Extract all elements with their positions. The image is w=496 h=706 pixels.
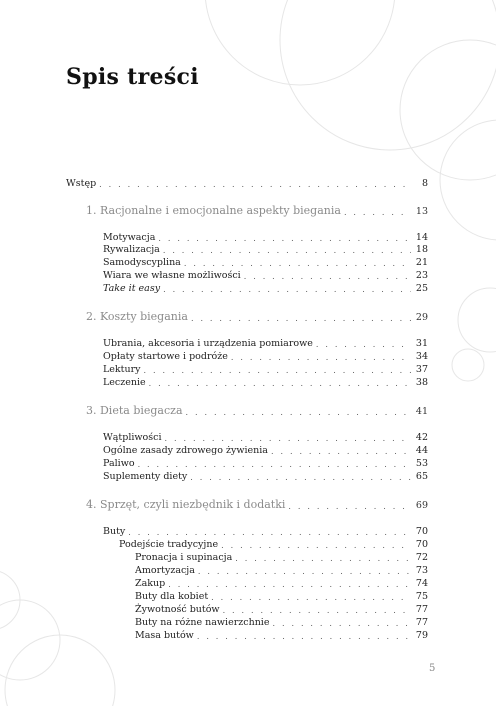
toc-entry-page: 75 bbox=[415, 591, 428, 602]
toc-chapter-title: 3. Dieta biegacza bbox=[86, 404, 183, 417]
toc-entry[interactable] bbox=[135, 627, 428, 641]
leader-dots bbox=[99, 180, 411, 189]
toc-entry-page: 65 bbox=[415, 471, 428, 482]
toc-entry-page: 70 bbox=[415, 539, 428, 550]
toc-entry-title: Pronacja i supinacja bbox=[135, 552, 233, 563]
toc-entry-title: Opłaty startowe i podróże bbox=[103, 351, 228, 362]
toc-entry[interactable] bbox=[103, 254, 428, 268]
toc-entry-title: Wiara we własne możliwości bbox=[103, 270, 241, 281]
toc-entry-page: 77 bbox=[415, 617, 428, 628]
toc-entry-title: Podejście tradycyjne bbox=[119, 539, 219, 550]
toc-entry-page: 72 bbox=[415, 552, 428, 563]
toc-entry-page: 8 bbox=[421, 178, 428, 189]
toc-entry[interactable] bbox=[103, 442, 428, 456]
toc-entry[interactable] bbox=[103, 429, 428, 443]
toc-entry[interactable] bbox=[103, 468, 428, 482]
toc-entry-page: 73 bbox=[415, 565, 428, 576]
toc-entry-title: Rywalizacja bbox=[103, 244, 160, 255]
page-number: 5 bbox=[429, 663, 436, 674]
toc-entry-title: Masa butów bbox=[135, 630, 194, 641]
toc-entry[interactable] bbox=[103, 374, 428, 388]
toc-entry-page: 25 bbox=[415, 283, 428, 294]
toc-entry-title: Zakup bbox=[135, 578, 166, 589]
toc-chapter-1[interactable] bbox=[86, 203, 428, 217]
toc-chapter-title: 2. Koszty biegania bbox=[86, 310, 188, 323]
leader-dots bbox=[190, 473, 411, 482]
toc-entry[interactable] bbox=[135, 601, 428, 615]
leader-dots bbox=[163, 285, 411, 294]
toc-entry-title: Wstęp bbox=[66, 178, 97, 189]
toc-entry-title: Ogólne zasady zdrowego żywienia bbox=[103, 445, 268, 456]
toc-entry-title: Take it easy bbox=[103, 283, 161, 294]
toc-entry-page: 42 bbox=[415, 432, 428, 443]
toc-entry-page: 74 bbox=[415, 578, 428, 589]
toc-entry[interactable] bbox=[103, 523, 428, 537]
toc-chapter-4[interactable] bbox=[86, 497, 428, 511]
leader-dots bbox=[186, 408, 412, 417]
toc-entry-page: 14 bbox=[415, 232, 428, 243]
toc-entry-page: 34 bbox=[415, 351, 428, 362]
toc-chapter-title: 1. Racjonalne i emocjonalne aspekty biegania bbox=[86, 204, 341, 217]
toc-entry[interactable] bbox=[103, 455, 428, 469]
toc-entry-page: 21 bbox=[415, 257, 428, 268]
toc-entry-title: Samodyscyplina bbox=[103, 257, 181, 268]
toc-chapter-3[interactable] bbox=[86, 403, 428, 417]
toc-entry[interactable] bbox=[103, 348, 428, 362]
toc-entry[interactable] bbox=[135, 549, 428, 563]
toc-entry-page: 69 bbox=[415, 500, 428, 511]
leader-dots bbox=[197, 632, 411, 641]
toc-entry[interactable] bbox=[135, 562, 428, 576]
toc-entry[interactable] bbox=[103, 241, 428, 255]
toc-entry-title: Motywacja bbox=[103, 232, 156, 243]
toc-entry-page: 37 bbox=[415, 364, 428, 375]
toc-entry-page: 31 bbox=[415, 338, 428, 349]
toc-entry-title: Suplementy diety bbox=[103, 471, 188, 482]
toc-entry-title: Buty dla kobiet bbox=[135, 591, 209, 602]
toc-entry-page: 41 bbox=[415, 406, 428, 417]
toc-entry-page: 23 bbox=[415, 270, 428, 281]
toc-entry-title: Amortyzacja bbox=[135, 565, 195, 576]
toc-entry-page: 77 bbox=[415, 604, 428, 615]
toc-entry[interactable] bbox=[103, 335, 428, 349]
toc-entry-title: Ubrania, akcesoria i urządzenia pomiarowe bbox=[103, 338, 313, 349]
toc-entry-title: Leczenie bbox=[103, 377, 146, 388]
toc-entry-title: Paliwo bbox=[103, 458, 135, 469]
toc-entry-title: Lektury bbox=[103, 364, 141, 375]
toc-entry[interactable] bbox=[103, 267, 428, 281]
toc-entry[interactable] bbox=[103, 280, 428, 294]
toc-entry-page: 29 bbox=[415, 312, 428, 323]
toc-entry[interactable] bbox=[135, 575, 428, 589]
toc-chapter-2[interactable] bbox=[86, 309, 428, 323]
leader-dots bbox=[149, 379, 411, 388]
toc-chapter-title: 4. Sprzęt, czyli niezbędnik i dodatki bbox=[86, 498, 286, 511]
toc-entry-title: Buty na różne nawierzchnie bbox=[135, 617, 270, 628]
toc-entry-page: 70 bbox=[415, 526, 428, 537]
toc-entry-page: 18 bbox=[415, 244, 428, 255]
toc-entry-wstep[interactable] bbox=[66, 175, 428, 189]
toc-entry-page: 38 bbox=[415, 377, 428, 388]
leader-dots bbox=[191, 314, 411, 323]
toc-entry[interactable] bbox=[135, 614, 428, 628]
toc-entry-page: 53 bbox=[415, 458, 428, 469]
toc-entry-page: 79 bbox=[415, 630, 428, 641]
toc-entry[interactable] bbox=[103, 361, 428, 375]
leader-dots bbox=[288, 502, 411, 511]
toc-entry-page: 13 bbox=[415, 206, 428, 217]
toc-entry[interactable] bbox=[119, 536, 428, 550]
toc-entry-title: Żywotność butów bbox=[135, 604, 220, 615]
toc-entry-title: Wątpliwości bbox=[103, 432, 162, 443]
toc-entry[interactable] bbox=[135, 588, 428, 602]
page-title: Spis treści bbox=[66, 64, 199, 90]
toc-entry-page: 44 bbox=[415, 445, 428, 456]
leader-dots bbox=[344, 208, 411, 217]
toc-entry-title: Buty bbox=[103, 526, 126, 537]
